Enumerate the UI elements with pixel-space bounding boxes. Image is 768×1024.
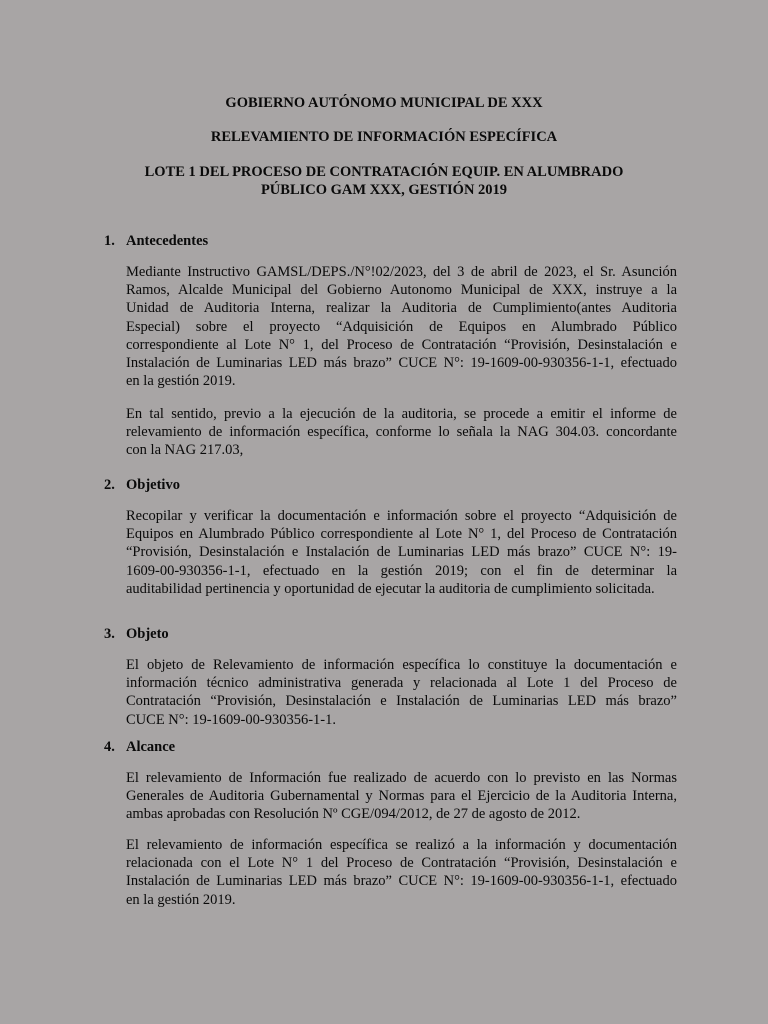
text-line: El objeto de Relevamiento de información específica lo constituye la documentación e [126, 657, 677, 673]
text-line: correspondiente al Lote N° 1, del Proceso de Contratación “Provisión, Desinstalación e [126, 336, 677, 353]
text-line: Generales de Auditoria Gubernamental y Normas para el Ejercicio de la Auditoria Interna, [126, 788, 677, 805]
text-line: en la gestión 2019. [126, 891, 236, 908]
text-line: en la gestión 2019. [126, 373, 236, 390]
text-line: CUCE N°: 19-1609-00-930356-1-1. [126, 711, 336, 728]
header-lot-title [0, 163, 768, 199]
header-lot-title-line-2: PÚBLICO GAM XXX, GESTIÓN 2019 [260, 182, 508, 198]
text-line: Instalación de Luminarias LED más brazo” CUCE N°: 19-1609-00-930356-1-1, efectuado [126, 873, 677, 890]
text-line: Especial) sobre el proyecto “Adquisición de Equipos en Alumbrado Público [126, 318, 677, 335]
section-title: Antecedentes [126, 233, 209, 249]
header-government-name: GOBIERNO AUTÓNOMO MUNICIPAL DE XXX [225, 95, 543, 111]
text-line: Ramos, Alcalde Municipal del Gobierno Autonomo Municipal de XXX, instruye a la [126, 282, 677, 299]
section-title: Objetivo [126, 477, 180, 493]
section-number: 3. [104, 626, 115, 642]
header-lot-title-line-1: LOTE 1 DEL PROCESO DE CONTRATACIÓN EQUIP. EN ALUMBRADO [144, 164, 624, 180]
text-line: Instalación de Luminarias LED más brazo” CUCE N°: 19-1609-00-930356-1-1, efectuado [126, 355, 677, 372]
text-line: Equipos en Alumbrado Público correspondiente al Lote N° 1, del Proceso de Contratación [126, 526, 677, 543]
text-line: auditabilidad pertinencia y oportunidad de ejecutar la auditoria de cumplimiento solicitada. [126, 580, 655, 597]
paragraph-alcance-2 [126, 836, 677, 909]
paragraph-objetivo [126, 507, 677, 598]
text-line: 1609-00-930356-1-1, efectuado en la gestión 2019; con el fin de determinar la [126, 562, 677, 579]
paragraph-antecedentes-1 [126, 263, 677, 390]
text-line: relevamiento de información específica, conforme lo señala la NAG 304.03. concordante [126, 424, 677, 441]
section-number: 4. [104, 739, 115, 755]
text-line: relacionada con el Lote N° 1 del Proceso de Contratación “Provisión, Desinstalación e [126, 855, 677, 872]
section-heading-objetivo [104, 476, 180, 494]
section-title: Alcance [126, 739, 176, 755]
paragraph-antecedentes-2 [126, 405, 677, 460]
paragraph-alcance-1 [126, 769, 677, 824]
header-report-title: RELEVAMIENTO DE INFORMACIÓN ESPECÍFICA [210, 129, 558, 145]
text-line: información técnico administrativa generada y relacionada al Lote 1 del Proceso de [126, 675, 677, 692]
text-line: El relevamiento de Información fue realizado de acuerdo con lo previsto en las Normas [126, 770, 677, 786]
section-heading-antecedentes [104, 232, 208, 250]
text-line: Recopilar y verificar la documentación e información sobre el proyecto “Adquisición de [126, 508, 677, 524]
text-line: “Provisión, Desinstalación e Instalación de Luminarias LED más brazo” CUCE N°: 19- [126, 544, 677, 561]
text-line: En tal sentido, previo a la ejecución de la auditoria, se procede a emitir el informe de [126, 406, 677, 422]
paragraph-objeto [126, 656, 677, 729]
section-heading-objeto [104, 625, 169, 643]
text-line: Mediante Instructivo GAMSL/DEPS./N°!02/2023, del 3 de abril de 2023, el Sr. Asunción [126, 264, 677, 280]
section-title: Objeto [126, 626, 169, 642]
text-line: El relevamiento de información específica se realizó a la información y documentación [126, 837, 677, 853]
text-line: con la NAG 217.03, [126, 442, 244, 459]
section-heading-alcance [104, 738, 175, 756]
text-line: Unidad de Auditoria Interna, realizar la Auditoria de Cumplimiento(antes Auditoria [126, 300, 677, 317]
section-number: 1. [104, 233, 115, 249]
text-line: ambas aprobadas con Resolución Nº CGE/094/2012, de 27 de agosto de 2012. [126, 806, 581, 823]
section-number: 2. [104, 477, 115, 493]
text-line: Contratación “Provisión, Desinstalación e Instalación de Luminarias LED más brazo” [126, 693, 677, 710]
